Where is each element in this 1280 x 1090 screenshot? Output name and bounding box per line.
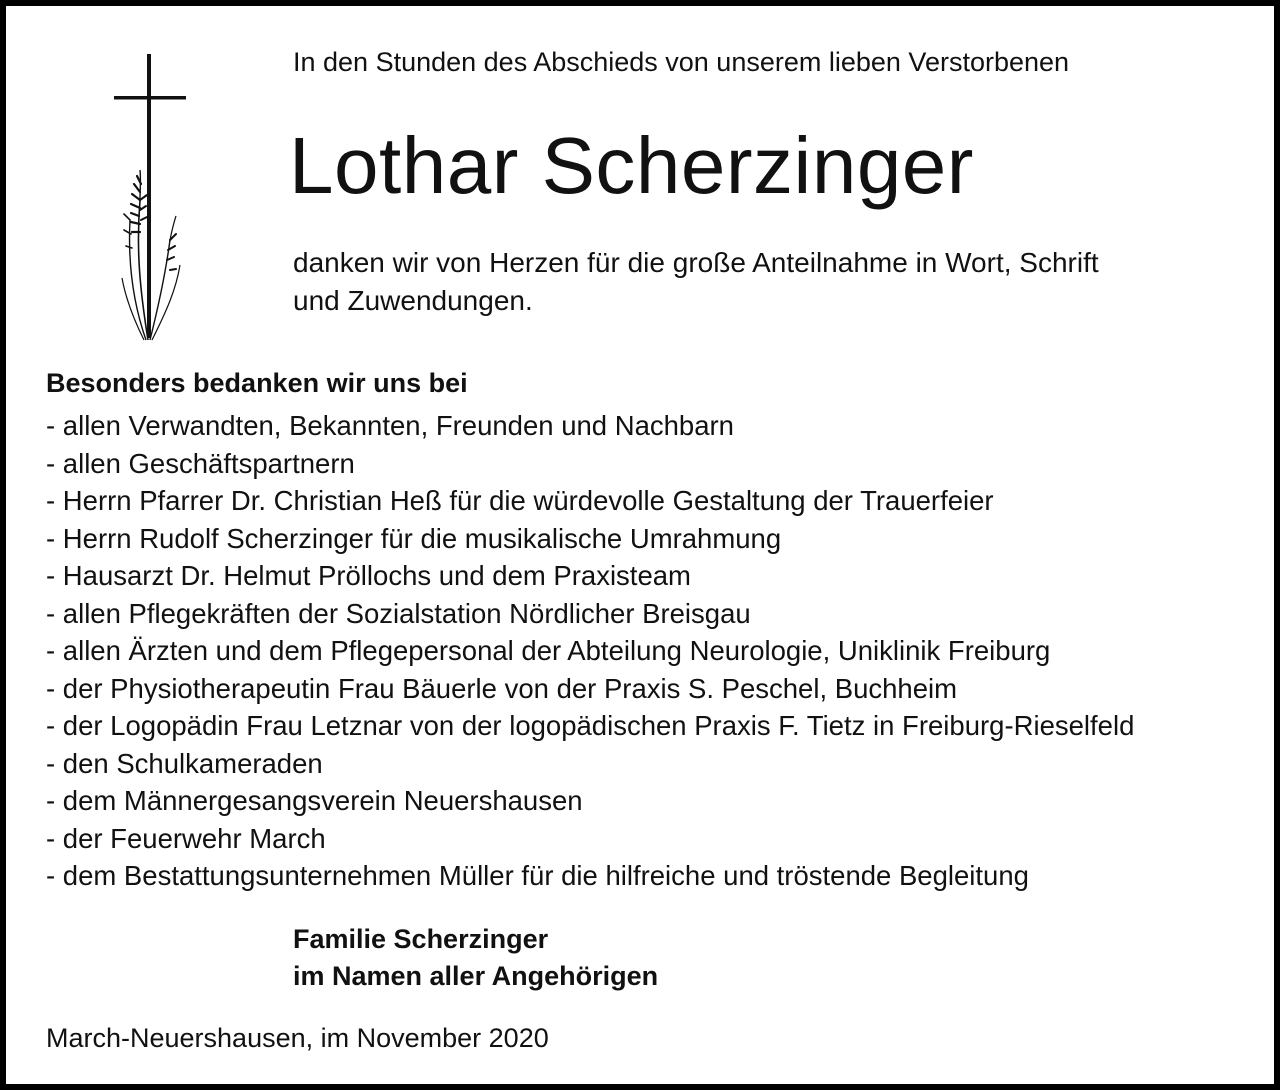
list-item: - Hausarzt Dr. Helmut Pröllochs und dem Praxisteam [46, 560, 691, 591]
list-item: - dem Männergesangsverein Neuershausen [46, 785, 583, 816]
list-item: - dem Bestattungsunternehmen Müller für die hilfreiche und tröstende Begleitung [46, 860, 1029, 891]
list-item: - der Physiotherapeutin Frau Bäuerle von der Praxis S. Peschel, Buchheim [46, 672, 958, 704]
thanks-line: danken wir von Herzen für die große Anteilnahme in Wort, Schrift [293, 247, 1099, 278]
list-item: - allen Geschäftspartnern [46, 447, 355, 479]
list-item: - Herrn Rudolf Scherzinger für die musikalische Umrahmung [46, 522, 782, 554]
list-item: - der Feuerwehr March [46, 822, 326, 854]
list-item: - der Logopädin Frau Letznar von der logopädischen Praxis F. Tietz in Freiburg-Rieselfeld [46, 710, 1135, 741]
list-item: - den Schulkameraden [46, 747, 323, 779]
list-item: - allen Ärzten und dem Pflegepersonal der Abteilung Neurologie, Uniklinik Freiburg [46, 635, 1051, 666]
list-item: - allen Pflegekräften der Sozialstation Nördlicher Breisgau [46, 597, 751, 629]
list-item: - Herrn Pfarrer Dr. Christian Heß für die würdevolle Gestaltung der Trauerfeier [46, 485, 994, 516]
signature [293, 921, 658, 995]
deceased-name: Lothar Scherzinger [289, 121, 974, 210]
place-date: March-Neuershausen, im November 2020 [46, 1023, 549, 1053]
list-item: - allen Verwandten, Bekannten, Freunden und Nachbarn [46, 410, 734, 441]
signature-relatives: im Namen aller Angehörigen [293, 961, 659, 991]
thanks-line: und Zuwendungen. [293, 285, 533, 316]
signature-family: Familie Scherzinger [293, 924, 549, 954]
intro-text: In den Stunden des Abschieds von unserem lieben Verstorbenen [293, 47, 1070, 77]
thanks-list [46, 407, 1271, 895]
cross-with-grass-icon [110, 50, 190, 342]
thanks-subheading: Besonders bedanken wir uns bei [46, 368, 468, 398]
thanks-paragraph [293, 244, 1253, 320]
